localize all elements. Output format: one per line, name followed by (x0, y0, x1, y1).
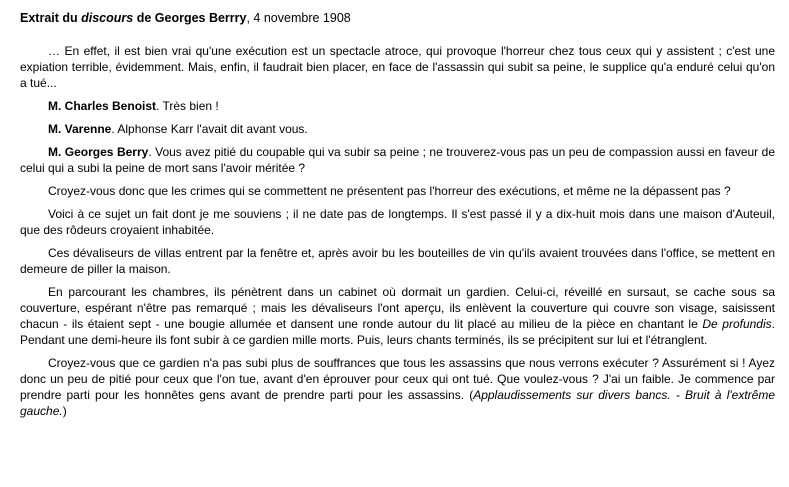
paragraph-text: . Vous avez pitié du coupable qui va subir sa peine ; ne trouverez-vous pas un peu de compassion aussi en faveur de celui qui a subi la peine de mort sans l'avoir méritée ? (20, 145, 775, 175)
paragraph-text: Voici à ce sujet un fait dont je me souviens ; il ne date pas de longtemps. Il s'est passé il y a dix-huit mois dans une maison d'Auteuil, que des rôdeurs croyaient inhabitée. (20, 207, 775, 237)
speaker-name: M. Georges Berry (48, 145, 149, 159)
paragraph-3 (20, 121, 775, 137)
paragraph-4 (20, 144, 775, 176)
paragraph-6 (20, 206, 775, 238)
heading-title (20, 11, 246, 25)
heading-italic-word: discours (81, 11, 134, 25)
paragraph-text: Ces dévaliseurs de villas entrent par la fenêtre et, après avoir bu les bouteilles de vin qu'ils avaient trouvées dans l'office, se mettent en demeure de piller la maison. (20, 246, 775, 276)
heading-date: , 4 novembre 1908 (246, 11, 351, 25)
paragraph-text: En parcourant les chambres, ils pénètrent dans un cabinet où dormait un gardien. Celui-ci, réveillé en sursaut, se cache sous sa couverture, espérant n'être pas remarqué ; mais les dévaliseurs l'ont aperçu, ils enlèvent la couverture qui couvre son visage, saisissent chacun - ils étaient sept - une bougie allumée et dansent une ronde autour du lit placé au milieu de la pièce en chantant le (20, 285, 775, 331)
speaker-name: M. Varenne (48, 122, 112, 136)
paragraph-text: Croyez-vous que ce gardien n'a pas subi plus de souffrances que tous les assassins que nous verrons exécuter ? Assurément si ! Ayez donc un peu de pitié pour ceux que l'on tue, avant d'en éprouver pour ceux qui ont tué. Que voulez-vous ? J'ai un faible. Je commence par prendre parti pour les honnêtes gens avant de prendre parti pour les assassins. ( (20, 356, 775, 402)
speaker-name: M. Charles Benoist (48, 99, 157, 113)
paragraph-text-end: . Pendant une demi-heure ils font subir à ce gardien mille morts. Puis, leurs chants terminés, ils se précipitent sur lui et l'étranglent. (20, 317, 775, 347)
paragraph-text: … En effet, il est bien vrai qu'une exécution est un spectacle atroce, qui provoque l'horreur chez tous ceux qui y assistent ; c'est une expiation terrible, évidemment. Mais, enfin, il faudrait bien placer, en face de l'assassin qui subit sa peine, le supplice qu'a enduré celui qu'on a tué... (20, 44, 775, 90)
paragraph-7 (20, 245, 775, 277)
paragraph-text: . Très bien ! (156, 99, 219, 113)
paragraph-9 (20, 355, 775, 419)
paragraph-8 (20, 284, 775, 348)
heading-prefix: Extrait du (20, 11, 82, 25)
paragraph-italic: De profundis (702, 317, 772, 331)
document-heading (20, 10, 775, 26)
paragraph-text: . Alphonse Karr l'avait dit avant vous. (111, 122, 308, 136)
paragraph-5 (20, 183, 775, 199)
paragraph-text: Croyez-vous donc que les crimes qui se commettent ne présentent pas l'horreur des exécutions, et même ne la dépassent pas ? (48, 184, 731, 198)
heading-suffix: de Georges Berrry (133, 11, 247, 25)
paragraph-italic: Applaudissements sur divers bancs. - Bruit à l'extrême gauche. (20, 388, 775, 418)
paragraph-1 (20, 43, 775, 91)
paragraph-text-end: ) (62, 404, 67, 418)
paragraph-2 (20, 98, 775, 114)
